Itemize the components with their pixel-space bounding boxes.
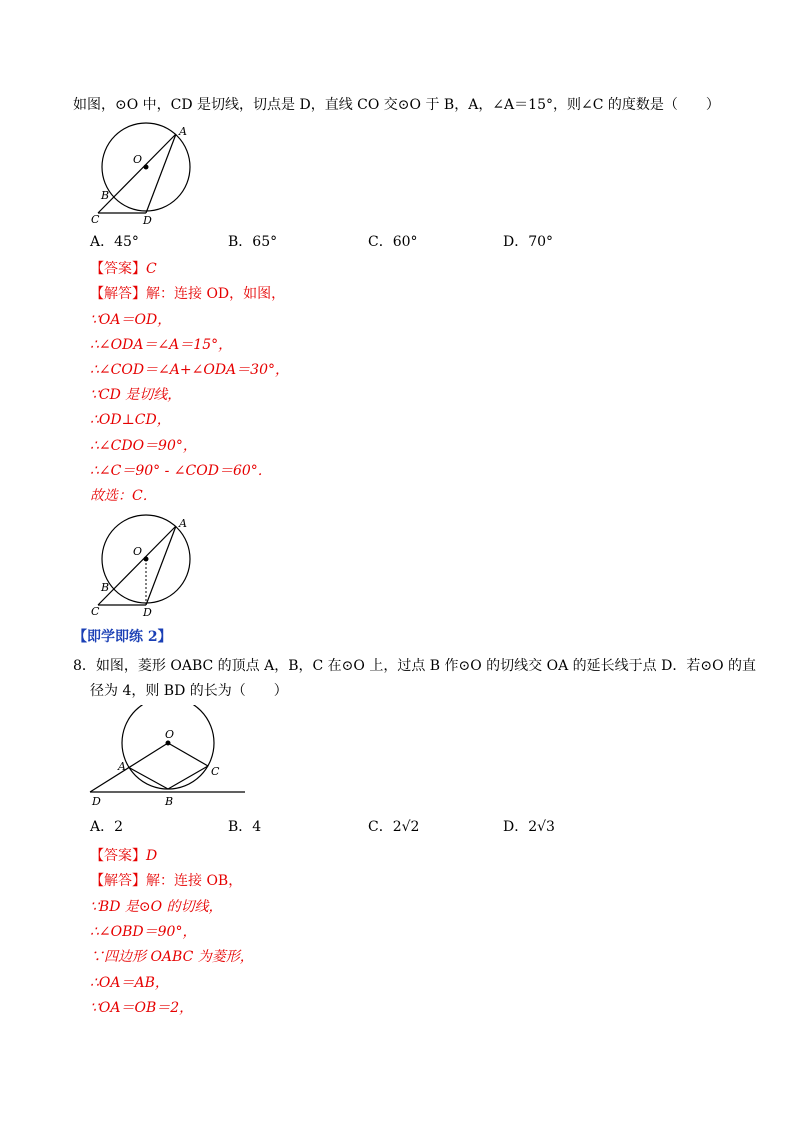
q8-solution-tag: 【解答】 bbox=[90, 873, 146, 889]
fig1-label-a: A bbox=[179, 125, 187, 138]
q7-option-b: B．65° bbox=[228, 234, 278, 250]
fig3-label-c: C bbox=[211, 765, 220, 778]
q7-answer-tag: 【答案】 bbox=[90, 261, 146, 277]
q8-option-c: C．2√2 bbox=[368, 819, 420, 835]
q7-solution-line-2: ∴∠ODA＝∠A＝15°， bbox=[90, 337, 233, 353]
fig2-label-o: O bbox=[133, 545, 143, 558]
fig2-label-d: D bbox=[143, 606, 152, 617]
q8-solution-line-4: ∴OA＝AB， bbox=[90, 975, 169, 991]
fig2-label-c: C bbox=[91, 605, 100, 617]
q8-stem-line1: 8．如图，菱形 OABC 的顶点 A，B，C 在⊙O 上，过点 B 作⊙O 的切线交 OA 的延长线于点 D．若⊙O 的直 bbox=[73, 658, 756, 674]
q7-solution-line-6: ∴∠CDO＝90°， bbox=[90, 438, 197, 454]
q8-answer-tag: 【答案】 bbox=[90, 848, 146, 864]
fig1-label-b: B bbox=[101, 189, 110, 202]
q7-solution-figure bbox=[88, 512, 198, 617]
q8-solution-line-5: ∵OA＝OB＝2， bbox=[90, 1000, 194, 1016]
q8-option-d: D．2√3 bbox=[503, 819, 555, 835]
q7-figure bbox=[88, 120, 198, 225]
q8-figure bbox=[85, 705, 250, 815]
fig2-label-b: B bbox=[101, 581, 110, 594]
q8-solution-line-0: 【解答】解：连接 OB， bbox=[90, 873, 243, 889]
fig3-label-d: D bbox=[92, 795, 101, 808]
q7-option-c: C．60° bbox=[368, 234, 418, 250]
fig3-label-a: A bbox=[118, 760, 126, 773]
q8-answer bbox=[90, 847, 157, 865]
q8-stem-line2: 径为 4，则 BD 的长为（ ） bbox=[90, 683, 288, 699]
q7-solution-line-5: ∴OD⊥CD， bbox=[90, 412, 171, 428]
fig2-label-a: A bbox=[179, 517, 187, 530]
fig1-label-o: O bbox=[133, 153, 143, 166]
q8-solution-line-2: ∴∠OBD＝90°， bbox=[90, 924, 197, 940]
q7-stem: 如图，⊙O 中，CD 是切线，切点是 D，直线 CO 交⊙O 于 B，A，∠A＝15°，则∠C 的度数是（ ） bbox=[73, 97, 720, 113]
q7-option-d: D．70° bbox=[503, 234, 554, 250]
fig1-label-c: C bbox=[91, 213, 100, 225]
q7-solution-line-0: 【解答】解：连接 OD，如图， bbox=[90, 286, 286, 302]
q8-solution-line-3: ∵四边形 OABC 为菱形， bbox=[90, 949, 254, 965]
q7-solution-line-1: ∵OA＝OD， bbox=[90, 312, 172, 328]
q7-solution-tag: 【解答】 bbox=[90, 286, 146, 302]
q7-solution-line-3: ∴∠COD＝∠A+∠ODA＝30°， bbox=[90, 362, 289, 378]
q7-answer-value: C bbox=[146, 261, 157, 277]
q7-solution-line-7: ∴∠C＝90° - ∠COD＝60°． bbox=[90, 463, 272, 479]
q7-option-a: A．45° bbox=[90, 234, 139, 250]
q8-solution-line-1: ∵BD 是⊙O 的切线， bbox=[90, 899, 223, 915]
fig3-label-b: B bbox=[165, 795, 174, 808]
fig1-label-d: D bbox=[143, 214, 152, 225]
fig3-label-o: O bbox=[165, 728, 175, 741]
q7-solution-line-8: 故选：C． bbox=[90, 488, 157, 504]
q7-solution-line-4: ∵CD 是切线， bbox=[90, 387, 182, 403]
q8-answer-value: D bbox=[146, 848, 158, 864]
q7-answer bbox=[90, 260, 157, 278]
practice-heading: 【即学即练 2】 bbox=[73, 629, 172, 645]
q8-option-b: B．4 bbox=[228, 819, 262, 835]
q8-option-a: A．2 bbox=[90, 819, 124, 835]
